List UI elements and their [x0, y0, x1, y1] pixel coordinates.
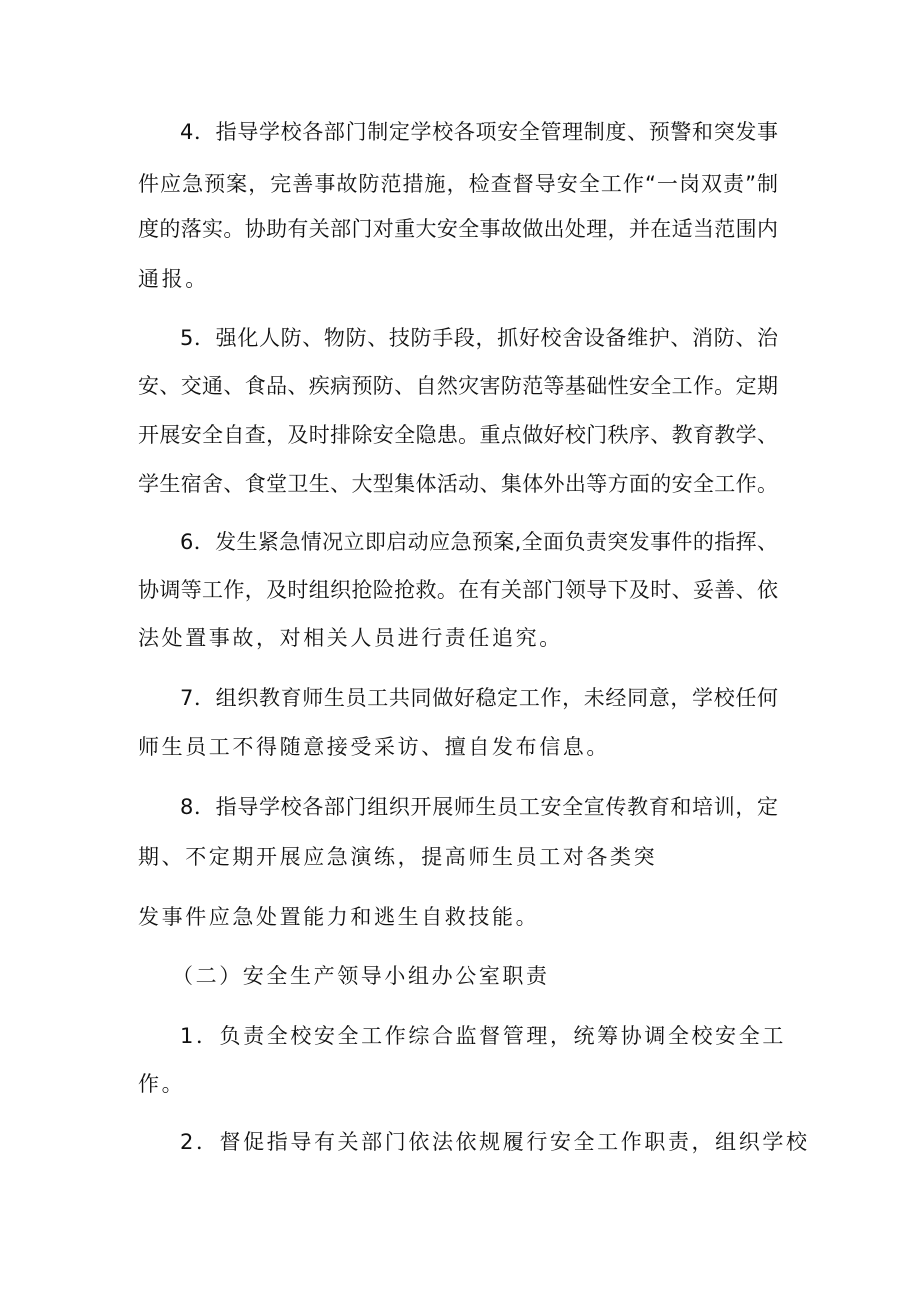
- paragraph-8-line-2: 期、不定期开展应急演练，提高师生员工对各类突: [138, 845, 658, 869]
- paragraph-6-line-1: 6．发生紧急情况立即启动应急预案,全面负责突发事件的指挥、: [180, 530, 778, 554]
- paragraph-4-line-2: 件应急预案，完善事故防范措施，检查督导安全工作“一岗双责”制: [138, 172, 778, 196]
- section-2-item-1-line-2: 作。: [138, 1072, 186, 1096]
- paragraph-4-line-3: 度的落实。协助有关部门对重大安全事故做出处理，并在适当范围内: [138, 217, 778, 241]
- paragraph-8-line-1: 8．指导学校各部门组织开展师生员工安全宣传教育和培训，定: [180, 795, 778, 819]
- paragraph-5-line-4: 学生宿舍、食堂卫生、大型集体活动、集体外出等方面的安全工作。: [138, 472, 778, 496]
- paragraph-5-line-1: 5．强化人防、物防、技防手段，抓好校舍设备维护、消防、治: [180, 326, 778, 350]
- paragraph-7-line-2: 师生员工不得随意接受采访、擅自发布信息。: [138, 735, 610, 759]
- section-heading-2: （二）安全生产领导小组办公室职责: [172, 964, 550, 988]
- paragraph-4-line-4: 通报。: [138, 267, 209, 291]
- paragraph-6-line-3: 法处置事故，对相关人员进行责任追究。: [138, 626, 563, 650]
- paragraph-4-line-1: 4．指导学校各部门制定学校各项安全管理制度、预警和突发事: [180, 120, 778, 144]
- paragraph-5-line-3: 开展安全自查，及时排除安全隐患。重点做好校门秩序、教育教学、: [138, 423, 778, 447]
- paragraph-8-line-3: 发事件应急处置能力和逃生自救技能。: [138, 905, 540, 929]
- paragraph-6-line-2: 协调等工作，及时组织抢险抢救。在有关部门领导下及时、妥善、依: [138, 578, 778, 602]
- paragraph-5-line-2: 安、交通、食品、疾病预防、自然灾害防范等基础性安全工作。定期: [138, 374, 778, 398]
- section-2-item-2-line-1: 2．督促指导有关部门依法依规履行安全工作职责，组织学校: [180, 1130, 810, 1154]
- paragraph-7-line-1: 7．组织教育师生员工共同做好稳定工作，未经同意，学校任何: [180, 686, 778, 710]
- section-2-item-1-line-1: 1．负责全校安全工作综合监督管理，统筹协调全校安全工: [180, 1024, 786, 1048]
